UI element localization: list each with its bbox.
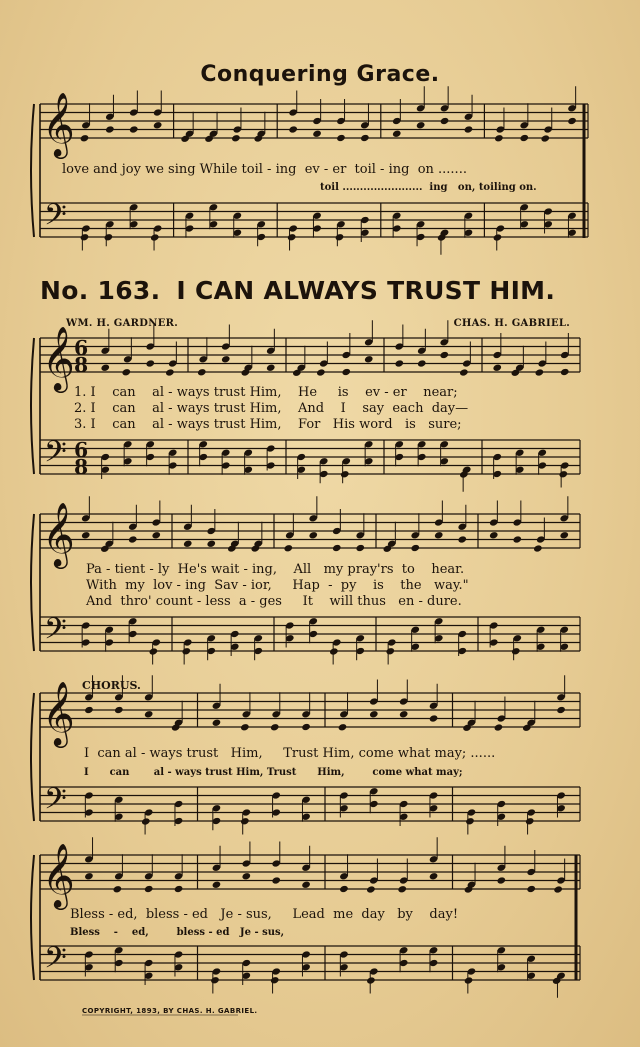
note-head: [556, 706, 566, 714]
system-brace: [31, 514, 34, 651]
note-head: [434, 531, 444, 539]
note-head: [525, 817, 535, 825]
note-head: [183, 540, 193, 548]
note-head: [104, 233, 114, 241]
verse-line: 3. I can al - ways trust Him, For His word is sure;: [74, 417, 462, 432]
note-head: [465, 817, 475, 825]
note-head: [288, 125, 298, 133]
note-head: [399, 710, 409, 718]
previous-hymn-lyric-line: love and joy we sing While toil - ing ev - er toil - ing on .......: [62, 162, 467, 177]
clef-icon: 𝄢: [44, 782, 67, 824]
note-head: [439, 351, 449, 359]
note-head: [80, 233, 90, 241]
clef-icon: 𝄢: [44, 941, 67, 983]
hymn-composer: CHAS. H. GABRIEL.: [453, 318, 570, 329]
note-head: [360, 134, 370, 142]
note-head: [335, 233, 345, 241]
note-head: [567, 117, 577, 125]
note-head: [511, 647, 521, 655]
note-head: [492, 364, 502, 372]
previous-hymn-title: Conquering Grace.: [200, 62, 440, 87]
clef-icon: 𝄞: [42, 844, 75, 909]
note-head: [174, 885, 184, 893]
note-head: [100, 364, 110, 372]
note-head: [559, 470, 569, 478]
note-head: [560, 368, 570, 376]
note-head: [364, 355, 374, 363]
note-head: [464, 976, 474, 984]
time-signature: 8: [74, 455, 89, 479]
note-head: [212, 881, 222, 889]
note-head: [144, 710, 154, 718]
note-head: [287, 233, 297, 241]
verse-line: Pa - tient - ly He's wait - ing, All my pray'rs to hear.: [86, 562, 465, 577]
note-head: [84, 872, 94, 880]
system-brace: [31, 855, 34, 980]
verse-line: With my lov - ing Sav - ior, Hap - py is the way.": [86, 578, 469, 593]
note-head: [141, 817, 151, 825]
clef-icon: 𝄞: [42, 327, 75, 392]
note-head: [416, 121, 426, 129]
hymn-heading: [40, 276, 555, 305]
note-head: [410, 544, 420, 552]
note-head: [206, 540, 216, 548]
note-head: [553, 885, 563, 893]
note-head: [355, 544, 365, 552]
note-head: [336, 134, 346, 142]
note-head: [122, 368, 132, 376]
note-head: [526, 885, 536, 893]
note-head: [301, 881, 311, 889]
system-brace: [31, 693, 34, 821]
note-head: [197, 368, 207, 376]
note-head: [341, 368, 351, 376]
verse-line: And thro' count - less a - ges It will thus en - dure.: [86, 594, 462, 609]
verse-line: 1. I can al - ways trust Him, He is ev - er near;: [74, 385, 458, 400]
clef-icon: 𝄞: [42, 93, 75, 158]
note-head: [266, 364, 276, 372]
note-head: [270, 976, 280, 984]
note-head: [397, 885, 407, 893]
note-head: [540, 134, 550, 142]
note-head: [519, 134, 529, 142]
note-head: [271, 876, 281, 884]
note-head: [512, 535, 522, 543]
note-head: [84, 706, 94, 714]
note-head: [129, 125, 139, 133]
note-head: [417, 359, 427, 367]
note-head: [338, 723, 348, 731]
clef-icon: 𝄢: [44, 612, 67, 654]
chorus-lyric-line: I can al - ways trust Him, Trust Him, come what may; ......: [84, 746, 496, 761]
note-head: [301, 723, 311, 731]
note-head: [114, 706, 124, 714]
time-signature: 6: [74, 336, 89, 360]
note-head: [489, 531, 499, 539]
chorus-lyric-line: I can al - ways trust Him, Trust Him, come what may;: [84, 767, 463, 778]
note-head: [80, 134, 90, 142]
clef-icon: 𝄢: [44, 435, 67, 477]
note-head: [339, 885, 349, 893]
system-brace: [31, 104, 34, 237]
note-head: [369, 710, 379, 718]
copyright-notice: COPYRIGHT, 1893, BY CHAS. H. GABRIEL.: [82, 1007, 258, 1015]
note-head: [429, 872, 439, 880]
final-lyric-line: Bless - ed, bless - ed Je - sus,: [70, 927, 285, 938]
note-head: [340, 470, 350, 478]
note-head: [559, 531, 569, 539]
note-head: [308, 531, 318, 539]
note-head: [128, 535, 138, 543]
note-head: [332, 544, 342, 552]
note-head: [150, 233, 160, 241]
note-head: [464, 125, 474, 133]
note-head: [366, 885, 376, 893]
note-head: [165, 368, 175, 376]
note-head: [145, 359, 155, 367]
note-head: [270, 723, 280, 731]
note-head: [240, 723, 250, 731]
note-head: [149, 647, 159, 655]
previous-hymn-lyric-line: toil ....................... ing on, toiling on.: [320, 182, 537, 193]
note-head: [459, 368, 469, 376]
note-head: [231, 134, 241, 142]
note-head: [151, 531, 161, 539]
note-head: [533, 544, 543, 552]
note-head: [81, 531, 91, 539]
note-head: [366, 976, 376, 984]
note-head: [440, 117, 450, 125]
note-head: [457, 535, 467, 543]
note-head: [242, 872, 252, 880]
clef-icon: 𝄞: [42, 503, 75, 568]
note-head: [210, 976, 220, 984]
note-head: [316, 368, 326, 376]
note-head: [394, 359, 404, 367]
hymn-number: No. 163.: [40, 276, 161, 305]
hymn-title: I CAN ALWAYS TRUST HIM.: [176, 276, 556, 305]
clef-icon: 𝄢: [44, 198, 67, 240]
note-head: [493, 233, 503, 241]
final-lyric-line: Bless - ed, bless - ed Je - sus, Lead me day by day!: [70, 907, 459, 922]
time-signature: 8: [74, 353, 89, 377]
note-head: [535, 368, 545, 376]
note-head: [240, 817, 250, 825]
note-head: [329, 647, 339, 655]
note-head: [494, 723, 504, 731]
note-head: [494, 134, 504, 142]
note-head: [153, 121, 163, 129]
clef-icon: 𝄞: [42, 682, 75, 747]
note-head: [221, 355, 231, 363]
note-head: [386, 647, 396, 655]
note-head: [312, 130, 322, 138]
note-head: [182, 647, 192, 655]
note-head: [429, 714, 439, 722]
chorus-label: CHORUS.: [82, 679, 141, 692]
note-head: [212, 719, 222, 727]
note-head: [144, 885, 154, 893]
note-head: [105, 125, 115, 133]
time-signature: 6: [74, 438, 89, 462]
note-head: [284, 544, 294, 552]
hymn-author: WM. H. GARDNER.: [66, 318, 179, 329]
system-brace: [31, 338, 34, 474]
note-head: [113, 885, 123, 893]
verse-line: 2. I can al - ways trust Him, And I say each day—: [74, 401, 469, 416]
note-head: [497, 876, 507, 884]
note-head: [392, 130, 402, 138]
